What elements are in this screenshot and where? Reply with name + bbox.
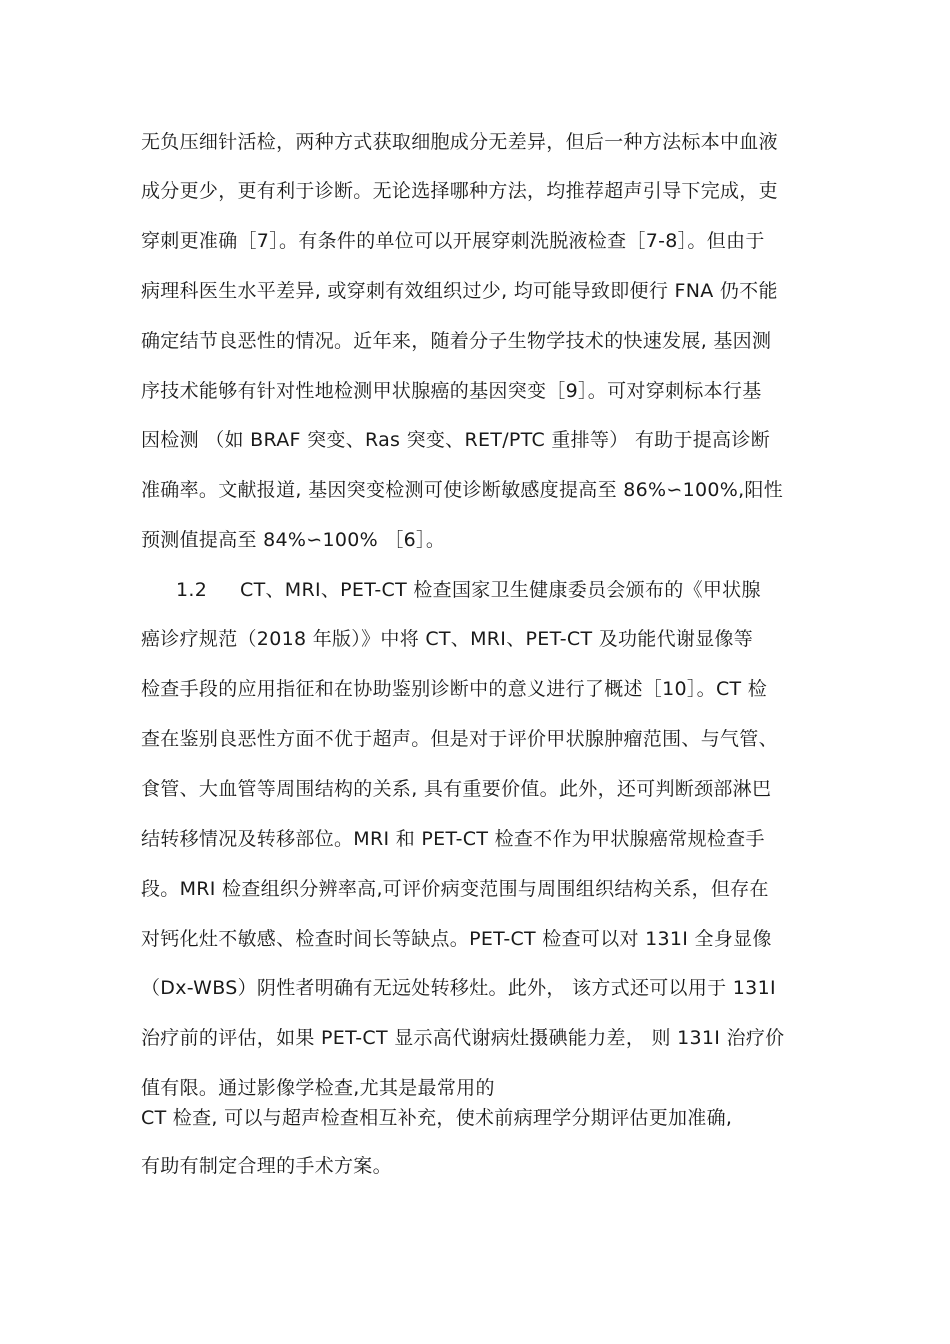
paragraph-line: （Dx-WBS）阴性者明确有无远处转移灶。此外， 该方式还可以用于 131I <box>141 977 776 999</box>
section-number: 1.2 <box>176 579 208 601</box>
section-heading-line: CT、MRI、PET-CT 检查国家卫生健康委员会颁布的《甲状腺 <box>240 579 761 601</box>
paragraph-line: 查在鉴别良恶性方面不优于超声。但是对于评价甲状腺肿瘤范围、与气管、 <box>141 728 778 750</box>
paragraph-line: 病理科医生水平差异, 或穿刺有效组织过少, 均可能导致即便行 FNA 仍不能 <box>141 280 778 302</box>
paragraph-line: 因检测 （如 BRAF 突变、Ras 突变、RET/PTC 重排等） 有助于提高诊断 <box>141 429 770 451</box>
paragraph-line: 有助有制定合理的手术方案。 <box>141 1155 392 1177</box>
paragraph-line: 治疗前的评估，如果 PET-CT 显示高代谢病灶摄碘能力差， 则 131I 治疗价 <box>141 1027 785 1049</box>
paragraph-line: 值有限。通过影像学检查,尤其是最常用的 <box>141 1077 495 1099</box>
paragraph-line: 成分更少，更有利于诊断。无论选择哪种方法，均推荐超声引导下完成，吏 <box>141 180 778 202</box>
paragraph-line: 预测值提高至 84%∽100% ［6］。 <box>141 529 446 551</box>
paragraph-line: 对钙化灶不敏感、检查时间长等缺点。PET-CT 检查可以对 131I 全身显像 <box>141 928 772 950</box>
paragraph-line: 序技术能够有针对性地检测甲状腺癌的基因突变［9］。可对穿刺标本行基 <box>141 380 762 402</box>
paragraph-line: 确定结节良恶性的情况。近年来，随着分子生物学技术的快速发展, 基因测 <box>141 330 772 352</box>
paragraph-line: 段。MRI 检查组织分辨率高,可评价病变范围与周围组织结构关系，但存在 <box>141 878 769 900</box>
paragraph-line: 癌诊疗规范（2018 年版）》中将 CT、MRI、PET-CT 及功能代谢显像等 <box>141 628 754 650</box>
paragraph-line: CT 检查, 可以与超声检查相互补充，使术前病理学分期评估更加准确, <box>141 1107 733 1129</box>
paragraph-line: 准确率。文献报道, 基因突变检测可使诊断敏感度提高至 86%∽100%,阳性 <box>141 479 784 501</box>
paragraph-line: 无负压细针活检，两种方式获取细胞成分无差异，但后一种方法标本中血液 <box>141 131 778 153</box>
paragraph-line: 穿刺更准确［7］。有条件的单位可以开展穿刺洗脱液检查［7-8］。但由于 <box>141 230 765 252</box>
paragraph-line: 食管、大血管等周围结构的关系, 具有重要价值。此外，还可判断颈部淋巴 <box>141 778 772 800</box>
paragraph-line: 结转移情况及转移部位。MRI 和 PET-CT 检查不作为甲状腺癌常规检查手 <box>141 828 765 850</box>
paragraph-line: 检查手段的应用指征和在协助鉴别诊断中的意义进行了概述［10］。CT 检 <box>141 678 768 700</box>
